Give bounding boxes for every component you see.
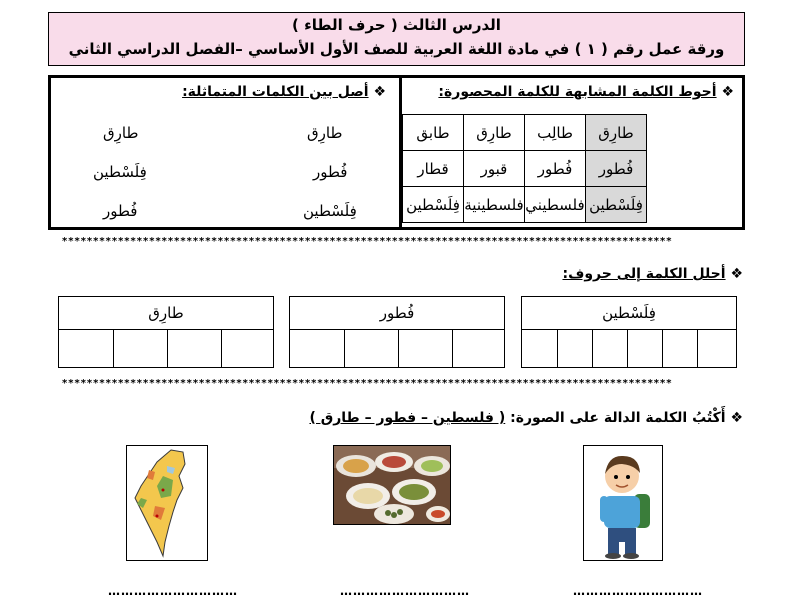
- match-word-left[interactable]: طارِق: [103, 124, 139, 142]
- table-row: [403, 151, 647, 187]
- letter-cell[interactable]: [344, 329, 399, 367]
- choice-word-cell[interactable]: فِلَسْطين: [403, 187, 464, 223]
- palestine-map-picture: [126, 445, 208, 561]
- diamond-bullet-icon: ❖: [721, 84, 734, 100]
- boy-picture: [583, 445, 663, 561]
- letter-cell[interactable]: [167, 329, 222, 367]
- choice-word-cell[interactable]: فُطور: [525, 151, 586, 187]
- letter-cell[interactable]: [452, 329, 505, 367]
- table-row: [403, 115, 647, 151]
- letter-split-box: [521, 296, 737, 368]
- split-word: طارِق: [59, 297, 273, 330]
- choice-word-cell[interactable]: طابق: [403, 115, 464, 151]
- worksheet-header: [48, 12, 745, 66]
- match-words-heading: ❖ أصل بين الكلمات المتماثلة:: [182, 84, 386, 100]
- word-choice-table: [402, 114, 647, 223]
- letter-cell[interactable]: [697, 329, 737, 367]
- match-word-right[interactable]: طارِق: [307, 124, 343, 142]
- split-word: فِلَسْطين: [522, 297, 736, 330]
- choice-word-cell[interactable]: فلسطيني: [525, 187, 586, 223]
- table-row: [403, 187, 647, 223]
- match-word-left[interactable]: فِلَسْطين: [93, 163, 147, 181]
- letter-split-box: [289, 296, 505, 368]
- letter-cell[interactable]: [592, 329, 628, 367]
- choice-word-cell[interactable]: طالِب: [525, 115, 586, 151]
- worksheet-subtitle: ورقة عمل رقم ( ١ ) في مادة اللغة العربية للصف الأول الأساسي –الفصل الدراسي الثاني: [68, 40, 725, 58]
- letter-cell[interactable]: [113, 329, 168, 367]
- match-word-left[interactable]: فُطور: [103, 202, 138, 220]
- target-word-cell: طارِق: [586, 115, 647, 151]
- letter-cell[interactable]: [59, 329, 113, 367]
- letter-cell[interactable]: [627, 329, 663, 367]
- letter-cell[interactable]: [398, 329, 453, 367]
- diamond-bullet-icon: ❖: [730, 266, 743, 282]
- lesson-title: الدرس الثالث ( حرف الطاء ): [292, 16, 501, 34]
- letter-cell[interactable]: [522, 329, 557, 367]
- split-word-heading: ❖ أحلل الكلمة إلى حروف:: [562, 266, 743, 282]
- letter-cell[interactable]: [221, 329, 274, 367]
- exercise-box-1: [48, 75, 745, 230]
- star-separator: **************************************************************************************************: [62, 236, 673, 247]
- diamond-bullet-icon: ❖: [730, 410, 743, 426]
- diamond-bullet-icon: ❖: [373, 84, 386, 100]
- letter-cell[interactable]: [557, 329, 593, 367]
- boy-illustration: [584, 446, 662, 560]
- target-word-cell: فِلَسْطين: [586, 187, 647, 223]
- map-illustration: [127, 446, 207, 560]
- target-word-cell: فُطور: [586, 151, 647, 187]
- write-word-heading: ❖ أَكْتُبُ الكلمة الدالة على الصورة: ( فلسطين – فطور – طارق ): [309, 410, 743, 426]
- choice-word-cell[interactable]: فلسطينية: [464, 187, 525, 223]
- breakfast-picture: [333, 445, 451, 525]
- star-separator: **************************************************************************************************: [62, 378, 673, 389]
- letter-split-box: [58, 296, 274, 368]
- answer-line[interactable]: …………………………: [108, 584, 238, 598]
- choice-word-cell[interactable]: قبور: [464, 151, 525, 187]
- answer-line[interactable]: …………………………: [340, 584, 470, 598]
- split-word: فُطور: [290, 297, 504, 330]
- match-word-right[interactable]: فُطور: [313, 163, 348, 181]
- letter-cell[interactable]: [662, 329, 698, 367]
- choice-word-cell[interactable]: طارِق: [464, 115, 525, 151]
- breakfast-illustration: [334, 446, 450, 524]
- answer-line[interactable]: …………………………: [573, 584, 703, 598]
- letter-cell[interactable]: [290, 329, 344, 367]
- choice-word-cell[interactable]: قطار: [403, 151, 464, 187]
- match-word-right[interactable]: فِلَسْطين: [303, 202, 357, 220]
- circle-similar-word-heading: ❖ أحوط الكلمة المشابهة للكلمة المحصورة:: [438, 84, 734, 100]
